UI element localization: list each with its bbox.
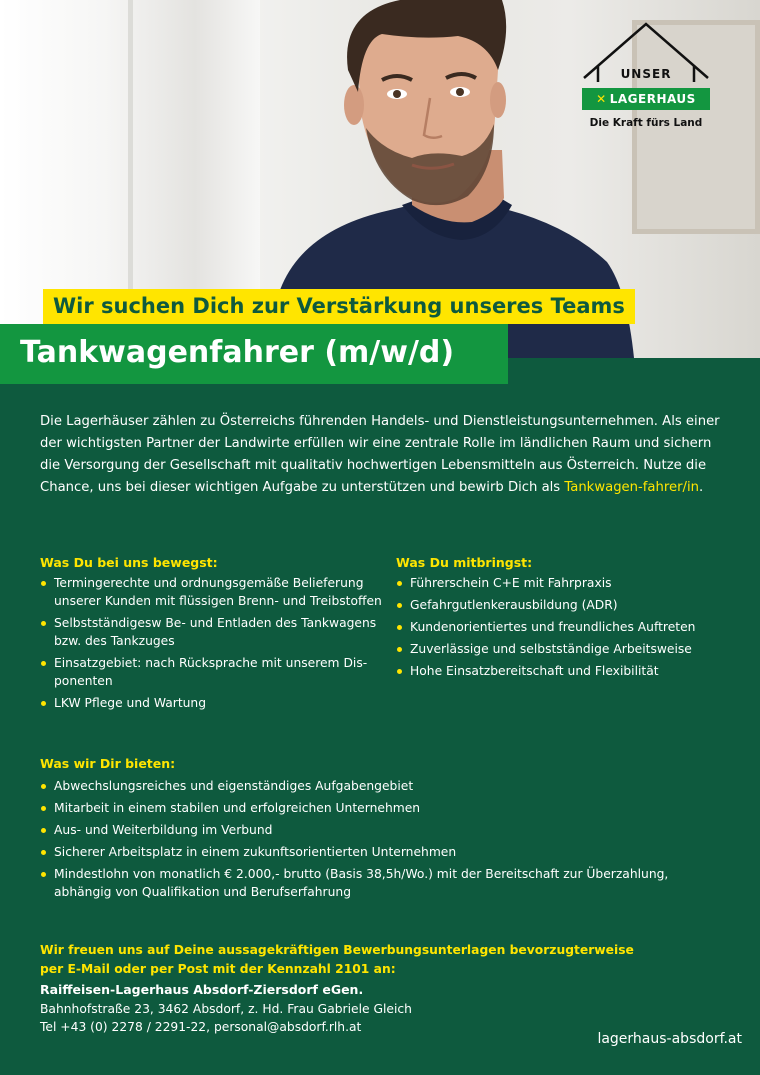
logo-slogan: Die Kraft fürs Land (589, 117, 703, 129)
list-item: Zuverlässige und selbstständige Arbeitsweise (396, 640, 736, 658)
list-item: Mitarbeit in einem stabilen und erfolgreichen Unternehmen (40, 799, 690, 817)
tasks-list (40, 574, 386, 716)
job-title: Tankwagenfahrer (m/w/d) (0, 324, 508, 384)
offer-heading: Was wir Dir bieten: (40, 756, 176, 771)
list-item: Führerschein C+E mit Fahrpraxis (396, 574, 736, 592)
list-item: LKW Pflege und Wartung (40, 694, 386, 712)
requirements-list (396, 574, 736, 684)
list-item: Abwechslungsreiches und eigenständiges Aufgabengebiet (40, 777, 690, 795)
requirements-heading: Was Du mitbringst: (396, 555, 533, 570)
company-name: Raiffeisen-Lagerhaus Absdorf-Ziersdorf eGen. (40, 982, 364, 997)
list-item: Gefahrgutlenkerausbildung (ADR) (396, 596, 736, 614)
list-item: Hohe Einsatzbereitschaft und Flexibilität (396, 662, 736, 680)
tasks-heading: Was Du bei uns bewegst: (40, 555, 218, 570)
intro-text: Die Lagerhäuser zählen zu Österreichs führenden Handels- und Dienstleistungsunternehmen. Als einer der wichtigsten Partner der Landwirte erfüllen wir eine zentrale Rolle im ländlichen Raum und sichern die Versorgung der Gesellschaft mit qualitativ hochwertigen Lebensmitteln aus Österreich. Nutze die Chance, uns bei dieser wichtigen Aufgabe zu unterstützen und bewirb Dich als (40, 414, 720, 495)
list-item: Kundenorientiertes und freundliches Auftreten (396, 618, 736, 636)
contact-phone-email[interactable]: Tel +43 (0) 2278 / 2291-22, personal@absdorf.rlh.at (40, 1020, 362, 1034)
intro-highlight: Tankwagen-fahrer/in (564, 480, 700, 495)
raiffeisen-cross-icon: ✕ (596, 92, 607, 106)
list-item: Einsatzgebiet: nach Rücksprache mit unserem Dis-ponenten (40, 654, 386, 690)
list-item: Termingerechte und ordnungsgemäße Belieferung unserer Kunden mit flüssigen Brenn- und Treibstoffen (40, 574, 386, 610)
list-item: Aus- und Weiterbildung im Verbund (40, 821, 690, 839)
list-item: Selbstständigesw Be- und Entladen des Tankwagens bzw. des Tankzuges (40, 614, 386, 650)
lagerhaus-logo (578, 20, 716, 138)
offer-list (40, 777, 690, 905)
intro-paragraph (40, 411, 730, 499)
apply-instructions: Wir freuen uns auf Deine aussagekräftigen Bewerbungsunterlagen bevorzugterweise per E-Mail oder per Post mit der Kennzahl 2101 an: (40, 943, 634, 976)
list-item: Mindestlohn von monatlich € 2.000,- brutto (Basis 38,5h/Wo.) mit der Bereitschaft zur Überzahlung, abhängig von Qualifikation und Berufserfahrung (40, 865, 690, 901)
list-item: Sicherer Arbeitsplatz in einem zukunftsorientierten Unternehmen (40, 843, 690, 861)
logo-brand-bar (582, 88, 710, 110)
tagline-banner: Wir suchen Dich zur Verstärkung unseres Teams (43, 289, 635, 324)
intro-end: . (699, 480, 704, 495)
logo-top-word: UNSER (620, 67, 672, 81)
logo-brand: LAGERHAUS (609, 92, 696, 106)
company-address: Bahnhofstraße 23, 3462 Absdorf, z. Hd. Frau Gabriele Gleich (40, 1002, 412, 1016)
website-link[interactable]: lagerhaus-absdorf.at (597, 1031, 742, 1047)
